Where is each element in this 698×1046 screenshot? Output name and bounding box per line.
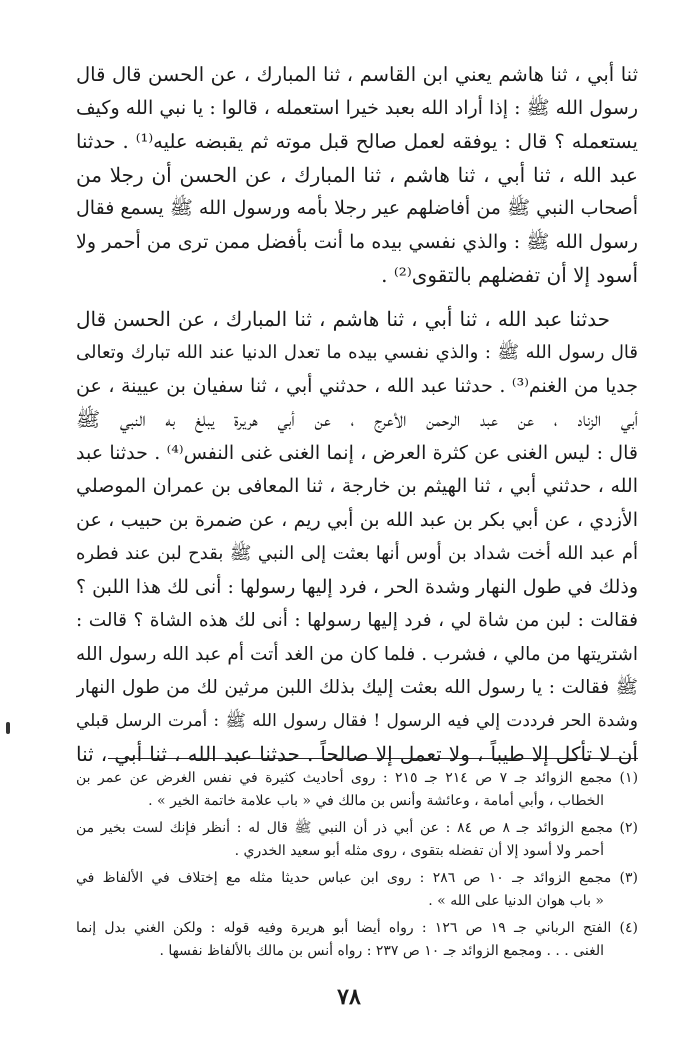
text-line: ثنا أبي ، ثنا هاشم يعني ابن القاسم ، ثنا المبارك ، عن الحسن قال قال (76, 63, 638, 86)
main-text-body (76, 58, 638, 772)
text-line: يستعمله ؟ قال : يوفقه لعمل صالح قبل موته ثم يقبضه عليه⁽¹⁾ . حدثنا (76, 130, 638, 153)
text-line: أن لا تأكل إلا طيباً ، ولا تعمل إلا صالحاً . حدثنا عبد الله ، ثنا أبي ، ثنا (76, 742, 638, 766)
footnote-separator (108, 758, 638, 759)
text-line: قال : ليس الغنى عن كثرة العرض ، إنما الغنى غنى النفس⁽⁴⁾ . حدثنا عبد (76, 441, 638, 464)
text-line: حدثنا عبد الله ، ثنا أبي ، ثنا هاشم ، ثنا المبارك ، عن الحسن قال (76, 306, 610, 331)
text-line: أسود إلا أن تفضلهم بالتقوى⁽²⁾ . (381, 263, 638, 287)
text-line: وذلك في طول النهار وشدة الحر ، فرد إليها رسولها : أنى لك هذا اللبن ؟ (76, 575, 638, 598)
footnote-line: « باب هوان الدنيا على الله » . (428, 893, 604, 909)
footnote-line: أحمر ولا أسود إلا أن تفضله بتقوى ، روى مثله أبو سعيد الخدري . (234, 843, 604, 859)
footnote (76, 817, 638, 863)
text-line: أبي الزناد ، عن عبد الرحمن الأعرج ، عن أبي هريرة يبلغ به النبي ﷺ (76, 407, 638, 431)
text-line: جديا من الغنم⁽³⁾ . حدثنا عبد الله ، حدثني أبي ، ثنا سفيان بن عيينة ، عن (76, 374, 638, 397)
text-line: ﷺ فقالت : يا رسول الله بعثت إليك بذلك اللبن مرثين لك من طول النهار (76, 677, 638, 698)
text-line: رسول الله ﷺ : والذي نفسي بيده ما أنت بأفضل ممن ترى من أحمر ولا (76, 230, 638, 253)
footnote-line: (٤) الفتح الرباني جـ ١٩ ص ١٢٦ : رواه أيضا أبو هريرة وفيه قوله : ولكن الغني بدل إنما (76, 920, 638, 936)
text-line: فقالت : لبن من شاة لي ، فرد إليها رسولها : أنى لك هذه الشاة ؟ قالت : (76, 610, 638, 631)
footnote (76, 867, 638, 913)
paragraph-gap (76, 293, 638, 303)
text-line: رسول الله ﷺ : إذا أراد الله بعبد خيرا استعمله ، قالوا : يا نبي الله وكيف (76, 96, 638, 119)
text-line: عبد الله ، ثنا أبي ، ثنا هاشم ، ثنا المبارك ، عن الحسن أن رجلا من (76, 162, 638, 187)
footnote (76, 917, 638, 963)
footnote (76, 767, 638, 813)
text-line: وشدة الحر فرددت إلي فيه الرسول ! فقال رسول الله ﷺ : أمرت الرسل قبلي (76, 710, 638, 731)
footnotes (76, 767, 638, 967)
footnote-line: (٢) مجمع الزوائد جـ ٨ ص ٨٤ : عن أبي ذر أن النبي ﷺ قال له : أنظر فإنك لست بخير من (76, 820, 638, 836)
text-line: أصحاب النبي ﷺ من أفاضلهم عير رجلا بأمه ورسول الله ﷺ يسمع فقال (76, 197, 638, 219)
text-line: الله ، حدثني أبي ، ثنا الهيثم بن خارجة ، ثنا المعافى بن عمران الموصلي (76, 475, 638, 497)
text-line: اشتريتها من مالي ، فشرب . فلما كان من الغد أتت أم عبد الله رسول الله (76, 643, 638, 665)
footnote-line: (١) مجمع الزوائد جـ ٧ ص ٢١٤ جـ ٢١٥ : روى أحاديث كثيرة في نفس الغرض عن عمر بن (76, 770, 638, 786)
page-number: ٧٨ (337, 984, 361, 1010)
text-line: أم عبد الله أخت شداد بن أوس أنها بعثت إلى النبي ﷺ بقدح لبن عند فطره (76, 543, 638, 564)
margin-mark (6, 722, 10, 734)
text-line: قال رسول الله ﷺ : والذي نفسي بيده ما تعدل الدنيا عند الله تبارك وتعالى (76, 342, 638, 363)
footnote-line: الخطاب ، وأبي أمامة ، وعائشة وأنس بن مالك في « باب علامة خاتمة الخير » . (148, 793, 604, 809)
footnote-line: الغنى . . . ومجمع الزوائد جـ ١٠ ص ٢٣٧ : رواه أنس بن مالك بالألفاظ نفسها . (159, 943, 604, 959)
footnote-line: (٣) مجمع الزوائد جـ ١٠ ص ٢٨٦ : روى ابن عباس حديثا مثله مع إختلاف في الألفاظ في (76, 870, 638, 886)
text-line: الأزدي ، عن أبي بكر بن عبد الله بن أبي ريم ، عن ضمرة بن حبيب ، عن (76, 508, 638, 531)
